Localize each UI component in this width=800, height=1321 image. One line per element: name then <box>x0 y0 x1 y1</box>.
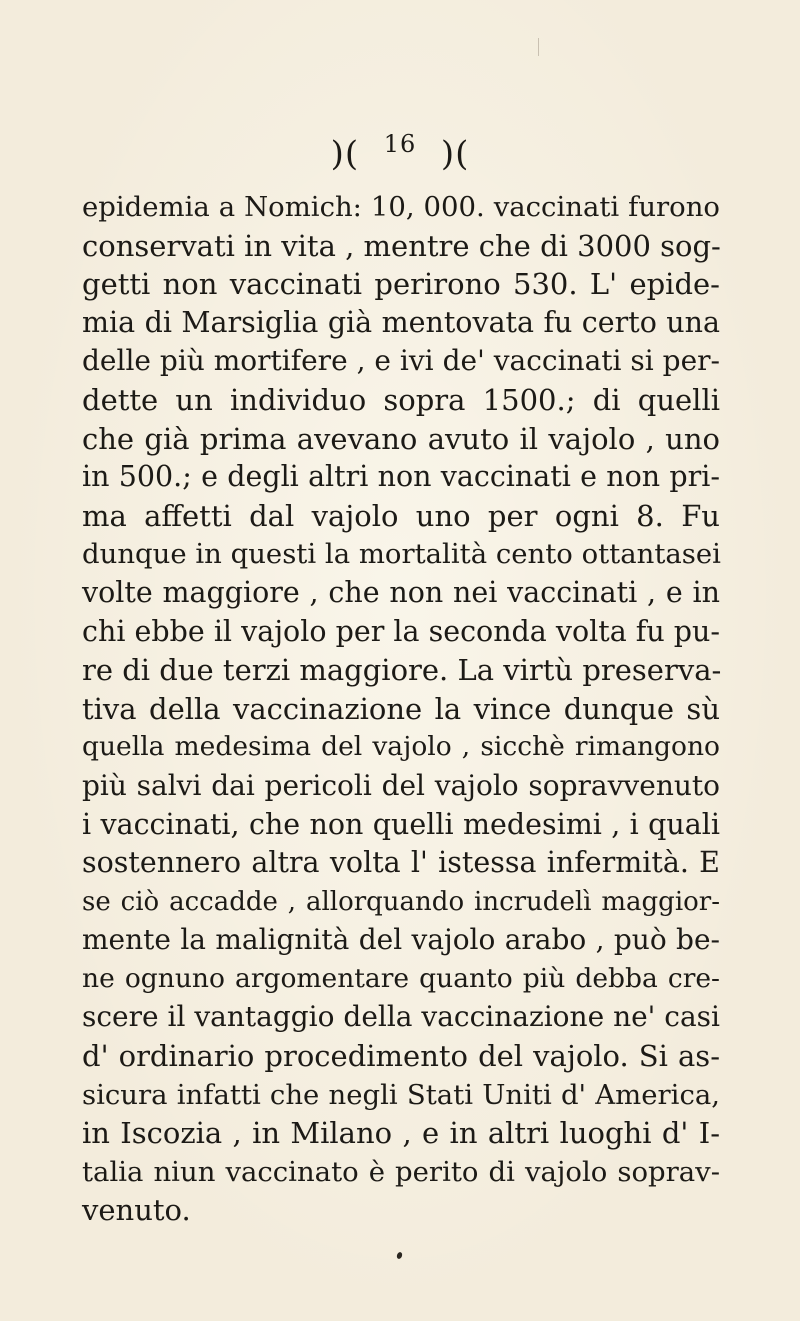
text-line: mia di Marsiglia già mentovata fu certo una <box>82 305 720 339</box>
text-line: ne ognuno argomentare quanto più debba cre- <box>82 962 720 994</box>
text-line: mente la malignità del vajolo arabo , può be- <box>82 923 720 957</box>
text-line: sicura infatti che negli Stati Uniti d' America, <box>82 1078 720 1111</box>
text-line: se ciò accadde , allorquando incrudelì maggior- <box>82 886 720 917</box>
text-line: in Iscozia , in Milano , e in altri luoghi d' I- <box>82 1116 720 1151</box>
text-line: dunque in questi la mortalità cento ottantasei <box>82 538 721 571</box>
ink-speck <box>396 1251 403 1259</box>
text-line: che già prima avevano avuto il vajolo , uno <box>82 421 720 456</box>
text-line: dette un individuo sopra 1500.; di quelli <box>82 382 720 417</box>
text-line: in 500.; e degli altri non vaccinati e non pri- <box>82 460 720 494</box>
text-line: volte maggiore , che non nei vaccinati , e in <box>82 575 720 609</box>
text-line: più salvi dai pericoli del vajolo sopravvenuto <box>82 768 720 802</box>
text-line: conservati in vita , mentre che di 3000 sog- <box>82 228 721 263</box>
text-line: sostennero altra volta l' istessa infermità. E <box>82 846 720 880</box>
text-line: delle più mortifere , e ivi de' vaccinati si per- <box>82 344 720 378</box>
text-line: chi ebbe il vajolo per la seconda volta fu pu- <box>82 614 720 648</box>
text-line: talia niun vaccinato è perito di vajolo soprav- <box>82 1155 720 1188</box>
text-line: re di due terzi maggiore. La virtù preserva- <box>82 653 722 688</box>
paper-blemish <box>538 38 539 56</box>
header-right-ornament: )( <box>440 134 470 174</box>
text-line: venuto. <box>82 1193 191 1228</box>
text-line: epidemia a Nomich: 10, 000. vaccinati furono <box>82 191 720 223</box>
page-header <box>0 130 800 174</box>
text-line: ma affetti dal vajolo uno per ogni 8. Fu <box>82 498 720 533</box>
text-line: i vaccinati, che non quelli medesimi , i quali <box>82 807 720 841</box>
text-line: quella medesima del vajolo , sicchè rimangono <box>82 731 720 763</box>
text-line: d' ordinario procedimento del vajolo. Si as- <box>82 1039 720 1074</box>
body-text <box>82 188 720 1230</box>
header-left-ornament: )( <box>330 134 360 174</box>
page-number: 16 <box>383 130 417 158</box>
text-line: getti non vaccinati perirono 530. L' epide- <box>82 267 720 302</box>
text-line: tiva della vaccinazione la vince dunque sù <box>82 691 720 726</box>
text-line: scere il vantaggio della vaccinazione ne' casi <box>82 1000 720 1034</box>
